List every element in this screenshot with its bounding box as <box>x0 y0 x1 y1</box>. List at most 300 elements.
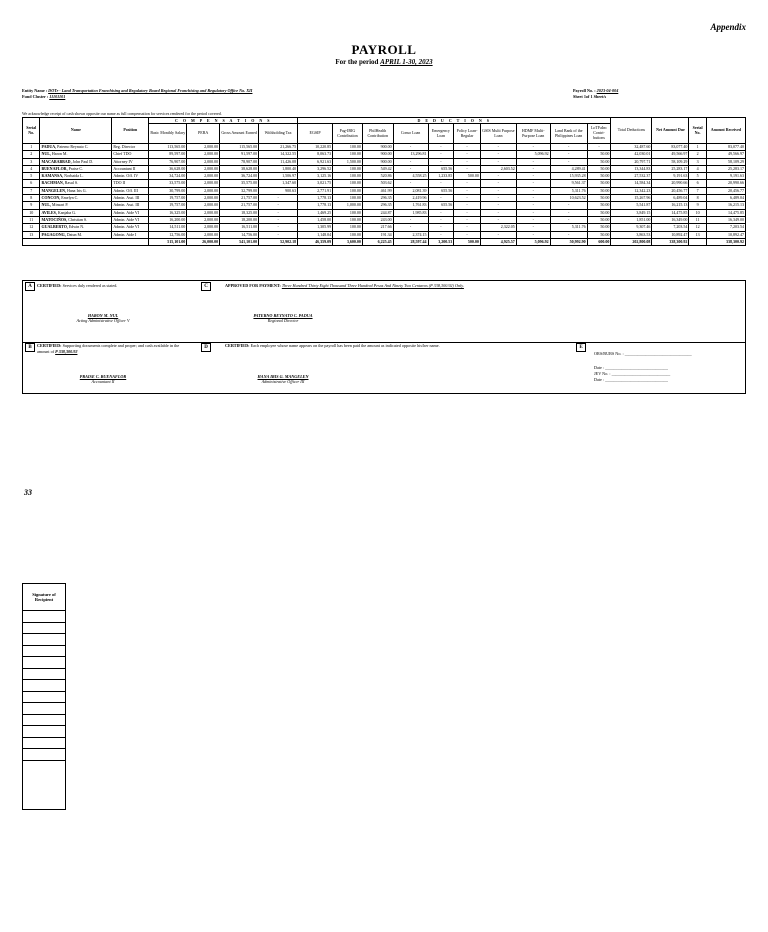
row-policy: - <box>454 231 481 238</box>
col-lbp-loan: Land Bank of the Philippines Loan <box>550 124 587 144</box>
signatory-a-role: Acting Administrative Officer V <box>76 318 130 323</box>
col-gsis: EGSIP <box>298 124 333 144</box>
row-first-name: Christian S. <box>68 216 88 222</box>
row-total: 5,541.87 <box>611 202 652 209</box>
row-gsis-mp: - <box>480 180 516 187</box>
row-gsis-mp: - <box>480 173 516 180</box>
signatory-a <box>43 313 163 323</box>
signature-cell <box>23 703 66 715</box>
row-wtax: 21,266.75 <box>259 144 298 151</box>
cert-b-amount: P 338,300.92 <box>55 348 78 354</box>
certification-box <box>22 280 746 394</box>
row-ltfi: 50.00 <box>587 202 611 209</box>
row-gross: 21,757.00 <box>220 195 259 202</box>
signature-cell-tall <box>23 760 66 809</box>
row-wtax: 14,322.55 <box>259 151 298 158</box>
row-phil: 900.00 <box>362 144 393 151</box>
row-name <box>40 195 112 202</box>
cert-d-body: Each employee whose name appears on the payroll has been paid the amount as indicated opposite his/her name. <box>250 343 440 348</box>
row-serial: 5 <box>23 173 40 180</box>
row-gsis: 2,771.91 <box>298 187 333 194</box>
ors-burs-label: ORS/BURS No. : <box>594 351 624 356</box>
row-policy: - <box>454 216 481 223</box>
row-lbp: - <box>550 209 587 216</box>
row-serial: 12 <box>23 224 40 231</box>
cert-b-text <box>37 343 187 354</box>
row-basic: 14,511.00 <box>149 224 187 231</box>
row-gsis-mp: 2,322.05 <box>480 224 516 231</box>
row-emerg: - <box>428 180 454 187</box>
row-serial: 10 <box>23 209 40 216</box>
row-pera: 2,000.00 <box>187 165 220 172</box>
row-received: 9,191.63 <box>706 173 745 180</box>
row-gsis: 8,063.73 <box>298 151 333 158</box>
row-pera: 2,000.00 <box>187 216 220 223</box>
cert-b-body: Supporting documents complete and proper; and cash available in the amount of <box>37 343 180 354</box>
row-total: 27,532.37 <box>611 173 652 180</box>
row-basic: 12,756.00 <box>149 231 187 238</box>
row-ltfi: 50.00 <box>587 187 611 194</box>
row-lbp: 9,561.37 <box>550 180 587 187</box>
row-last-name: GUALBERTO, <box>41 224 68 230</box>
row-lbp: 4,289.41 <box>550 165 587 172</box>
row-pagibig: 100.00 <box>333 216 363 223</box>
payroll-table <box>22 117 746 246</box>
row-phil: 503.62 <box>362 180 393 187</box>
row-gross: 36,724.00 <box>220 173 259 180</box>
row-gross: 14,756.00 <box>220 231 259 238</box>
col-gross: Gross Amount Earned <box>220 124 259 144</box>
jev-field: JEV No. : ____________________________ <box>594 371 671 376</box>
fund-cluster-label: Fund Cluster : <box>22 94 50 99</box>
table-row <box>23 216 746 223</box>
row-lbp: - <box>550 216 587 223</box>
payroll-number-label: Payroll No. : <box>573 88 597 93</box>
row-lbp: 5,311.76 <box>550 224 587 231</box>
row-policy: - <box>454 202 481 209</box>
total-policy: 500.00 <box>454 238 481 245</box>
cert-b-letter: B <box>25 343 35 352</box>
row-pera: 2,000.00 <box>187 151 220 158</box>
row-gsis-mp: - <box>480 187 516 194</box>
row-lbp: 10,623.52 <box>550 195 587 202</box>
row-phil: 461.99 <box>362 187 393 194</box>
signatory-d-role: Administrative Officer III <box>261 379 305 384</box>
row-gsis-mp: 2,603.52 <box>480 165 516 172</box>
table-row <box>23 151 746 158</box>
row-received: 58,109.29 <box>706 158 745 165</box>
row-pagibig: 100.00 <box>333 165 363 172</box>
row-position: Reg. Director <box>112 144 149 151</box>
row-basic: 16,325.00 <box>149 209 187 216</box>
row-emerg: - <box>428 144 454 151</box>
payroll-number-line <box>573 88 618 93</box>
row-name <box>40 224 112 231</box>
row-name <box>40 173 112 180</box>
row-hdmf-mp: - <box>516 144 550 151</box>
row-pera: 2,000.00 <box>187 158 220 165</box>
row-wtax: - <box>259 195 298 202</box>
row-gross: 16,511.00 <box>220 224 259 231</box>
date-label-2: Date : <box>594 377 605 382</box>
row-phil: 191.34 <box>362 231 393 238</box>
acknowledgement-text: We acknowledge receipt of cash shown opposite our name as full compensation for services rendered for the period covered. <box>22 111 222 116</box>
row-total: 20,797.71 <box>611 158 652 165</box>
row-lbp: - <box>550 144 587 151</box>
row-phil: 243.00 <box>362 216 393 223</box>
col-policy-loan: Policy Loan-Regular <box>454 124 481 144</box>
row-position: Admin. Aide VI <box>112 209 149 216</box>
signatory-b <box>43 374 163 384</box>
row-gsis: 3,125.16 <box>298 173 333 180</box>
row-total: 3,863.53 <box>611 231 652 238</box>
row-ltfi: 50.00 <box>587 180 611 187</box>
row-emerg: - <box>428 231 454 238</box>
row-position: Admin. Asst. III <box>112 195 149 202</box>
row-name <box>40 209 112 216</box>
table-row <box>23 209 746 216</box>
row-conso: 13,296.81 <box>393 151 428 158</box>
row-conso: 1,761.83 <box>393 202 428 209</box>
row-hdmf-mp: - <box>516 202 550 209</box>
row-name <box>40 231 112 238</box>
row-gsis: 6,921.63 <box>298 158 333 165</box>
row-name <box>40 158 112 165</box>
payroll-number-value: 2023-04-004 <box>596 88 619 93</box>
row-policy: - <box>454 209 481 216</box>
row-gross: 38,628.00 <box>220 165 259 172</box>
col-total-deductions: Total Deductions <box>611 118 652 144</box>
cert-a-body: Services duly rendered as stated. <box>62 283 118 288</box>
row-basic: 19,757.00 <box>149 202 187 209</box>
row-pagibig: 100.00 <box>333 195 363 202</box>
row-basic: 36,628.00 <box>149 165 187 172</box>
col-lotfainc: LoTFaInc Contri-butions <box>587 124 611 144</box>
row-hdmf-mp: - <box>516 173 550 180</box>
row-gsis-mp: - <box>480 202 516 209</box>
signature-cell <box>23 680 66 692</box>
total-wtax: 52,902.18 <box>259 238 298 245</box>
row-phil: 549.42 <box>362 165 393 172</box>
row-gsis: 3,021.75 <box>298 180 333 187</box>
col-gsis-mpl: GSIS Multi Purpose Loan <box>480 124 516 144</box>
signature-cell <box>23 645 66 657</box>
row-hdmf-mp: - <box>516 224 550 231</box>
row-position: Admin. Aide VI <box>112 216 149 223</box>
row-first-name: Rasul S. <box>64 180 79 186</box>
row-last-name: KAMANSA, <box>41 173 64 179</box>
cert-d-letter: D <box>201 343 211 352</box>
row-wtax: 1,506.97 <box>259 173 298 180</box>
signature-cell <box>23 691 66 703</box>
row-phil: 296.35 <box>362 195 393 202</box>
row-lbp: - <box>550 158 587 165</box>
row-gsis: 1,469.25 <box>298 209 333 216</box>
row-first-name: Datun M. <box>66 231 83 237</box>
row-total: 3,849.15 <box>611 209 652 216</box>
total-gross: 541,101.00 <box>220 238 259 245</box>
row-total: 15,267.96 <box>611 195 652 202</box>
row-net: 10,892.47 <box>652 231 689 238</box>
total-phil: 6,225.45 <box>362 238 393 245</box>
row-gsis: 1,148.04 <box>298 231 333 238</box>
row-emerg: 655.56 <box>428 165 454 172</box>
row-name <box>40 165 112 172</box>
period-prefix: For the period <box>335 58 379 66</box>
row-wtax: - <box>259 202 298 209</box>
row-hdmf-mp: - <box>516 216 550 223</box>
row-name <box>40 180 112 187</box>
row-basic: 33,575.00 <box>149 180 187 187</box>
row-gsis-mp: - <box>480 216 516 223</box>
signature-cell <box>23 714 66 726</box>
row-serial-2: 9 <box>689 202 706 209</box>
row-net: 14,475.85 <box>652 209 689 216</box>
table-row <box>23 187 746 194</box>
row-basic: 16,200.00 <box>149 216 187 223</box>
row-serial: 3 <box>23 158 40 165</box>
total-gsis-mp: 4,925.57 <box>480 238 516 245</box>
period-value: APRIL 1-30, 2023 <box>380 58 433 66</box>
row-hdmf-mp: 5,096.92 <box>516 151 550 158</box>
table-row <box>23 195 746 202</box>
row-emerg: - <box>428 224 454 231</box>
row-pera: 2,000.00 <box>187 231 220 238</box>
date-field-1: Date : ______________________________ <box>594 365 668 370</box>
row-name <box>40 144 112 151</box>
row-policy: - <box>454 180 481 187</box>
totals-blank <box>23 238 149 245</box>
row-ltfi: 50.00 <box>587 231 611 238</box>
row-lbp: 15,935.28 <box>550 173 587 180</box>
row-pagibig: 100.00 <box>333 187 363 194</box>
row-phil: 520.86 <box>362 173 393 180</box>
fund-cluster-value: 11101101 <box>49 94 66 99</box>
row-net: 25,283.17 <box>652 165 689 172</box>
fund-cluster-line <box>22 94 65 99</box>
row-gross: 115,565.00 <box>220 144 259 151</box>
row-hdmf-mp: - <box>516 180 550 187</box>
row-first-name: Minsari P. <box>51 202 69 208</box>
cert-a-letter: A <box>25 282 35 291</box>
row-conso: 2,419.96 <box>393 195 428 202</box>
row-wtax: 900.63 <box>259 187 298 194</box>
row-hdmf-mp: - <box>516 195 550 202</box>
row-ltfi: 50.00 <box>587 209 611 216</box>
row-phil: 296.35 <box>362 202 393 209</box>
row-phil: 217.66 <box>362 224 393 231</box>
total-conso: 28,597.44 <box>393 238 428 245</box>
row-conso: - <box>393 158 428 165</box>
signature-cell <box>23 657 66 669</box>
signatory-d <box>223 374 343 384</box>
col-position: Position <box>112 118 149 144</box>
row-serial-2: 4 <box>689 165 706 172</box>
signature-cell <box>23 622 66 634</box>
row-received: 10,892.47 <box>706 231 745 238</box>
col-pagibig: Pag-IBIG Contribution <box>333 124 363 144</box>
row-net: 16,349.00 <box>652 216 689 223</box>
cert-a-text <box>37 283 117 289</box>
row-net: 6,489.04 <box>652 195 689 202</box>
row-hdmf-mp: - <box>516 209 550 216</box>
signature-cell <box>23 726 66 738</box>
row-pera: 2,000.00 <box>187 209 220 216</box>
totals-row <box>23 238 746 245</box>
entity-name-line <box>22 88 252 93</box>
cert-a-label: CERTIFIED: <box>37 283 62 288</box>
row-first-name: Haron M. <box>51 151 68 157</box>
row-net: 20,990.66 <box>652 180 689 187</box>
row-total: 13,344.83 <box>611 165 652 172</box>
row-serial: 11 <box>23 216 40 223</box>
row-wtax: - <box>259 209 298 216</box>
signatory-c <box>223 313 343 323</box>
cert-c-body: Three Hundred Thirty Eight Thousand Three Hundred Pesos And Ninety Two Centavos (P 338,300.92) Only. <box>281 283 464 288</box>
row-lbp: - <box>550 151 587 158</box>
appendix-label: Appendix <box>710 22 746 32</box>
group-compensations: C O M P E N S A T I O N S <box>149 118 298 124</box>
row-pera: 2,000.00 <box>187 224 220 231</box>
row-serial-2: 1 <box>689 144 706 151</box>
row-emerg: 655.56 <box>428 202 454 209</box>
row-serial-2: 8 <box>689 195 706 202</box>
row-first-name: Paterno Reynato C. <box>57 144 89 149</box>
row-last-name: RACHMAN, <box>41 180 64 186</box>
row-last-name: PADUA, <box>41 144 57 149</box>
row-gsis: 3,296.52 <box>298 165 333 172</box>
row-net: 83,077.40 <box>652 144 689 151</box>
row-conso: - <box>393 165 428 172</box>
row-hdmf-mp: - <box>516 165 550 172</box>
row-phil: 244.87 <box>362 209 393 216</box>
signatory-b-role: Accountant II <box>91 379 115 384</box>
row-position: Admin. Aide I <box>112 231 149 238</box>
row-first-name: Praise C. <box>68 165 84 171</box>
signature-cell <box>23 634 66 646</box>
col-conso-loan: Conso Loan <box>393 124 428 144</box>
row-wtax: - <box>259 216 298 223</box>
row-pagibig: 100.00 <box>333 144 363 151</box>
row-first-name: Norhaida L. <box>64 173 84 179</box>
signatory-c-name: PATERNO REYNATO C. PADUA <box>253 313 313 318</box>
row-last-name: AVILES, <box>41 209 57 215</box>
row-total: 14,584.34 <box>611 180 652 187</box>
col-serial-2: Serial No. <box>689 118 706 144</box>
row-net: 7,203.54 <box>652 224 689 231</box>
row-ltfi: 50.00 <box>587 165 611 172</box>
row-net: 20,456.77 <box>652 187 689 194</box>
period-line <box>0 58 768 66</box>
row-gross: 91,597.00 <box>220 151 259 158</box>
row-gsis: 1,305.99 <box>298 224 333 231</box>
row-emerg: - <box>428 158 454 165</box>
row-policy: - <box>454 144 481 151</box>
row-pagibig: 100.00 <box>333 224 363 231</box>
row-lbp: - <box>550 202 587 209</box>
col-withholding-tax: Withholding Tax <box>259 124 298 144</box>
row-name <box>40 202 112 209</box>
row-last-name: PAGAGONG, <box>41 231 66 237</box>
total-total: 202,800.08 <box>611 238 652 245</box>
signatory-b-name: PRAISE C. BUENAFLOR <box>79 374 127 379</box>
row-pagibig: 100.00 <box>333 209 363 216</box>
total-lbp: 50,992.90 <box>550 238 587 245</box>
sheet-count: Sheet 1of 1 Sheet/s <box>573 94 607 99</box>
row-first-name: John Paul D. <box>72 158 94 164</box>
row-lbp: 5,311.76 <box>550 187 587 194</box>
row-received: 14,475.85 <box>706 209 745 216</box>
row-emerg: 1,233.85 <box>428 173 454 180</box>
total-gsis: 46,359.09 <box>298 238 333 245</box>
signature-cell <box>23 668 66 680</box>
cert-d-text <box>225 343 475 349</box>
row-ltfi: 50.00 <box>587 173 611 180</box>
row-net: 9,191.63 <box>652 173 689 180</box>
row-emerg: - <box>428 195 454 202</box>
row-conso: - <box>393 224 428 231</box>
total-emerg: 3,200.53 <box>428 238 454 245</box>
table-row <box>23 144 746 151</box>
row-received: 20,990.66 <box>706 180 745 187</box>
row-conso: 2,374.15 <box>393 231 428 238</box>
row-serial: 9 <box>23 202 40 209</box>
date-field-2: Date : ______________________________ <box>594 377 668 382</box>
row-emerg: - <box>428 216 454 223</box>
row-pera: 2,000.00 <box>187 173 220 180</box>
row-serial: 6 <box>23 180 40 187</box>
row-last-name: BUENAFLOR, <box>41 165 68 171</box>
table-row <box>23 180 746 187</box>
row-hdmf-mp: - <box>516 187 550 194</box>
row-basic: 30,799.00 <box>149 187 187 194</box>
row-position: Admin. Off. III <box>112 187 149 194</box>
cert-c-label: APPROVED FOR PAYMENT: <box>225 283 281 288</box>
row-pagibig: 100.00 <box>333 180 363 187</box>
row-gsis-mp: - <box>480 151 516 158</box>
row-name <box>40 216 112 223</box>
row-basic: 34,724.00 <box>149 173 187 180</box>
row-pagibig: 100.00 <box>333 173 363 180</box>
date-label-1: Date : <box>594 365 605 370</box>
row-gsis: 1,458.00 <box>298 216 333 223</box>
row-gsis: 1,778.13 <box>298 202 333 209</box>
row-basic: 76,907.00 <box>149 158 187 165</box>
cert-c-text <box>225 283 464 289</box>
row-name <box>40 187 112 194</box>
row-emerg: - <box>428 151 454 158</box>
row-gsis-mp: - <box>480 209 516 216</box>
row-conso: 4,558.25 <box>393 173 428 180</box>
signature-cell <box>23 611 66 623</box>
total-pagibig: 3,600.00 <box>333 238 363 245</box>
row-policy: - <box>454 158 481 165</box>
totals-serial-blank <box>689 238 706 245</box>
row-gross: 35,575.00 <box>220 180 259 187</box>
row-received: 25,283.17 <box>706 165 745 172</box>
row-total: 9,307.46 <box>611 224 652 231</box>
row-policy: - <box>454 224 481 231</box>
table-row <box>23 202 746 209</box>
page-number: 33 <box>24 488 32 497</box>
row-serial-2: 3 <box>689 158 706 165</box>
row-serial-2: 10 <box>689 209 706 216</box>
row-total: 1,851.00 <box>611 216 652 223</box>
row-serial-2: 2 <box>689 151 706 158</box>
row-serial-2: 6 <box>689 180 706 187</box>
row-wtax: - <box>259 231 298 238</box>
row-pagibig: 1,000.00 <box>333 202 363 209</box>
